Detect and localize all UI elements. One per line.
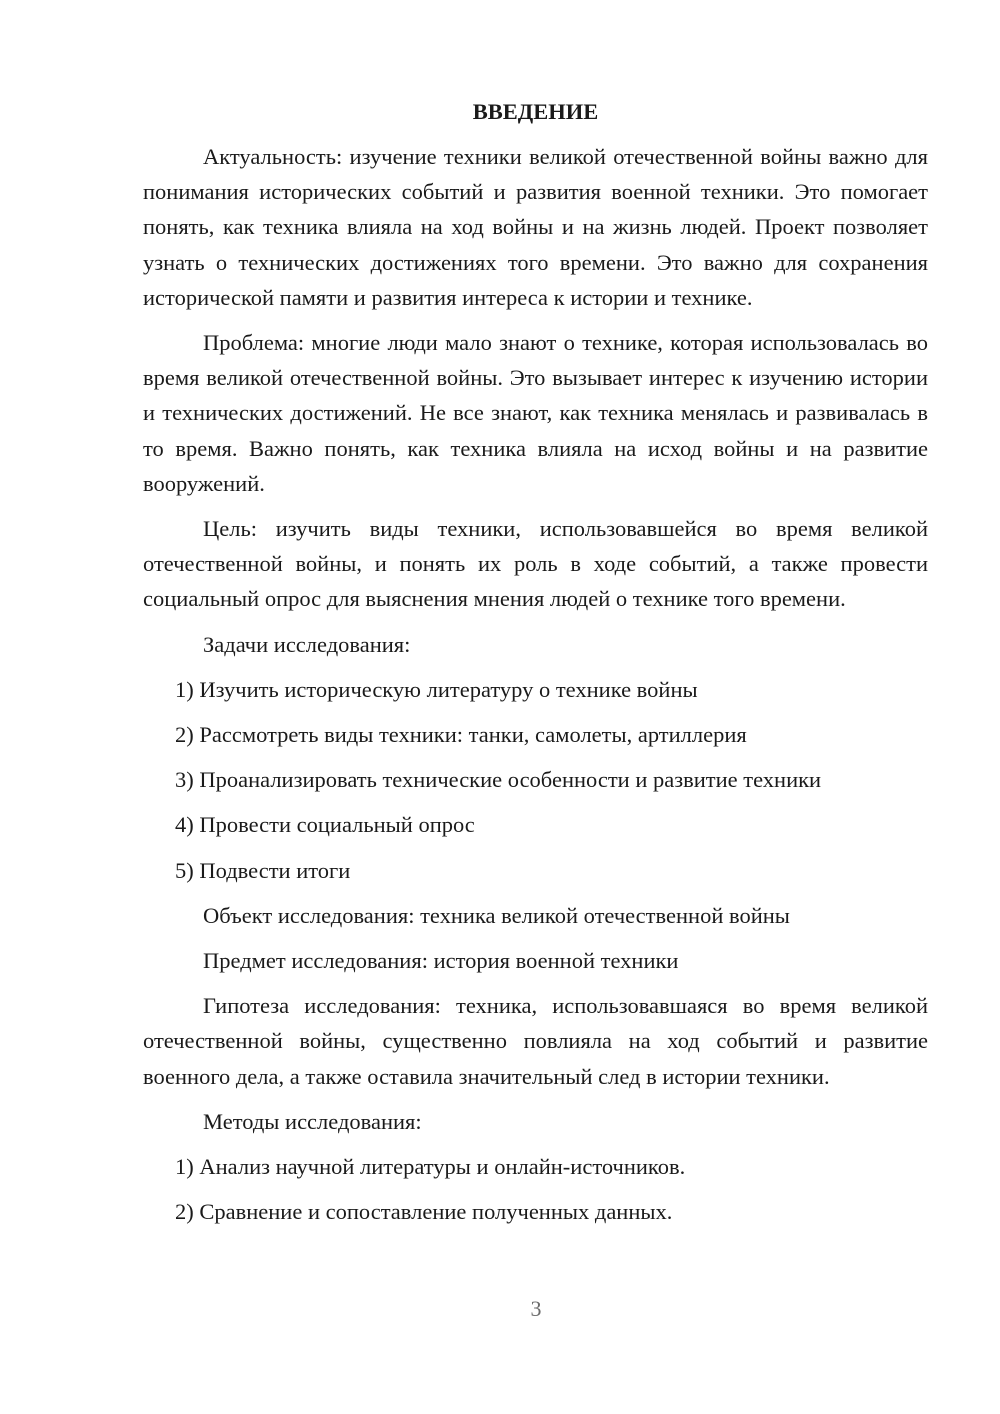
relevance-paragraph: Актуальность: изучение техники великой отечественной войны важно для понимания исторических событий и развития военной техники. Это помогает понять, как техника влияла на ход войны и на жизнь людей. Проект позволяет узнать о технических достижениях того времени. Это важно для сохранения исторической памяти и развития интереса к истории и технике. (143, 144, 928, 310)
hypothesis-paragraph: Гипотеза исследования: техника, использовавшаяся во время великой отечественной войны, существенно повлияла на ход событий и развитие военного дела, а также оставила значительный след в истории техники. (143, 993, 928, 1089)
list-item: 3) Проанализировать технические особенности и развитие техники (175, 767, 822, 793)
object-line: Объект исследования: техника великой отечественной войны (203, 902, 790, 928)
problem-paragraph: Проблема: многие люди мало знают о технике, которая использовалась во время великой отечественной войны. Это вызывает интерес к изучению истории и технических достижений. Не все знают, как техника менялась и развивалась в то время. Важно понять, как техника влияла на исход войны и на развитие вооружений. (143, 330, 928, 496)
list-item: 2) Сравнение и сопоставление полученных данных. (175, 1199, 673, 1225)
list-item: 4) Провести социальный опрос (175, 812, 475, 838)
list-item: 1) Анализ научной литературы и онлайн-источников. (175, 1154, 686, 1180)
subject-line: Предмет исследования: история военной техники (203, 948, 679, 974)
methods-list (143, 1149, 928, 1229)
tasks-heading: Задачи исследования: (203, 631, 411, 657)
tasks-list (143, 672, 928, 888)
list-item: 1) Изучить историческую литературу о технике войны (175, 676, 698, 702)
methods-heading: Методы исследования: (203, 1108, 422, 1134)
page-title: ВВЕДЕНИЕ (472, 99, 599, 124)
list-item: 5) Подвести итоги (175, 857, 351, 883)
page-number: 3 (530, 1296, 542, 1321)
page-content (143, 94, 928, 1239)
goal-paragraph: Цель: изучить виды техники, использовавшейся во время великой отечественной войны, и понять их роль в ходе событий, а также провести социальный опрос для выяснения мнения людей о технике того времени. (143, 516, 928, 612)
list-item: 2) Рассмотреть виды техники: танки, самолеты, артиллерия (175, 722, 747, 748)
